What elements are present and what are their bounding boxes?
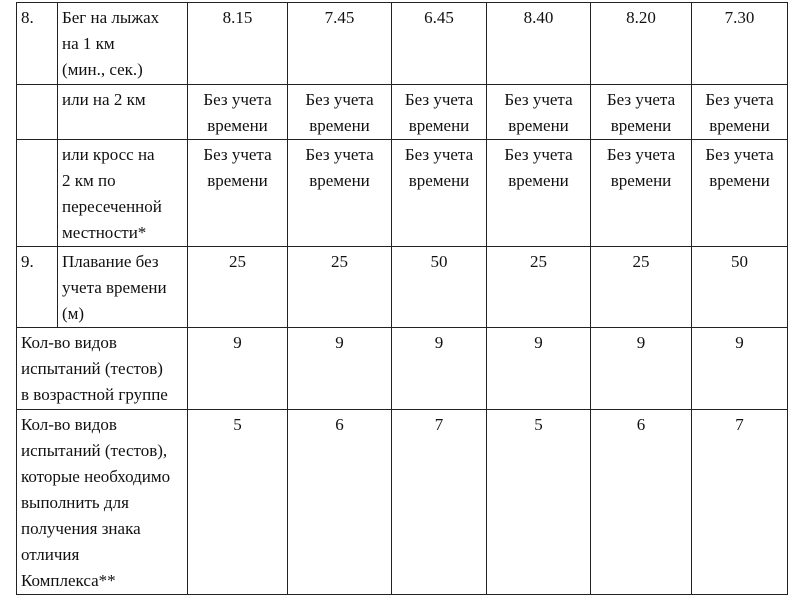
table-row-ski-2km [17, 85, 788, 140]
cell-value: Без учета времени [392, 85, 487, 140]
norms-table [16, 2, 788, 595]
cell-value: 8.40 [487, 3, 591, 85]
cell-value: 9 [591, 328, 692, 410]
cell-value: Без учета времени [692, 85, 788, 140]
cell-value: 50 [392, 247, 487, 328]
row-label-swim: Плавание без учета времени (м) [58, 247, 188, 328]
cell-value: 5 [487, 410, 591, 595]
cell-value: 8.15 [188, 3, 288, 85]
table-row-ski [17, 3, 788, 85]
cell-value: Без учета времени [392, 140, 487, 247]
cell-value: 6.45 [392, 3, 487, 85]
row-number-empty [17, 85, 58, 140]
row-label-tests-required: Кол-во видов испытаний (тестов), которые необходимо выполнить для получения знака отличия Комплекса** [17, 410, 188, 595]
cell-value: Без учета времени [487, 85, 591, 140]
row-label-ski-1km: Бег на лыжах на 1 км (мин., сек.) [58, 3, 188, 85]
cell-value: Без учета времени [591, 85, 692, 140]
row-number: 9. [17, 247, 58, 328]
cell-value: 9 [188, 328, 288, 410]
table-row-tests-required [17, 410, 788, 595]
cell-value: 7 [392, 410, 487, 595]
cell-value: 50 [692, 247, 788, 328]
cell-value: 7.45 [288, 3, 392, 85]
cell-value: 7 [692, 410, 788, 595]
row-label-ski-2km: или на 2 км [58, 85, 188, 140]
cell-value: 25 [188, 247, 288, 328]
cell-value: Без учета времени [487, 140, 591, 247]
cell-value: Без учета времени [288, 140, 392, 247]
row-number: 8. [17, 3, 58, 85]
cell-value: 6 [591, 410, 692, 595]
cell-value: 7.30 [692, 3, 788, 85]
row-label-cross: или кросс на 2 км по пересеченной местности* [58, 140, 188, 247]
cell-value: 9 [692, 328, 788, 410]
cell-value: Без учета времени [692, 140, 788, 247]
cell-value: 5 [188, 410, 288, 595]
cell-value: 25 [591, 247, 692, 328]
row-number-empty [17, 140, 58, 247]
cell-value: 25 [487, 247, 591, 328]
table-row-cross [17, 140, 788, 247]
cell-value: Без учета времени [188, 140, 288, 247]
table-row-tests-count [17, 328, 788, 410]
cell-value: Без учета времени [188, 85, 288, 140]
cell-value: Без учета времени [591, 140, 692, 247]
cell-value: 9 [392, 328, 487, 410]
cell-value: Без учета времени [288, 85, 392, 140]
cell-value: 6 [288, 410, 392, 595]
table-row-swim [17, 247, 788, 328]
cell-value: 9 [487, 328, 591, 410]
cell-value: 25 [288, 247, 392, 328]
row-label-tests-count: Кол-во видов испытаний (тестов) в возрастной группе [17, 328, 188, 410]
cell-value: 9 [288, 328, 392, 410]
cell-value: 8.20 [591, 3, 692, 85]
